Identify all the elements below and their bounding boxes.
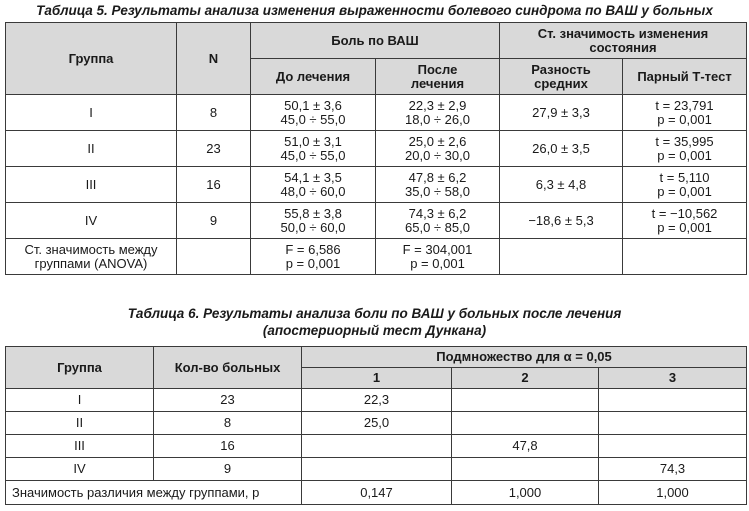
header-group: Группа [6,347,154,389]
cell-before [251,95,376,131]
header-subset-1: 1 [302,368,452,389]
cell-group: IV [6,203,177,239]
header-group: Группа [6,23,177,95]
cell-before-mean: 51,0 ± 3,1 [284,133,342,149]
cell-group: II [6,131,177,167]
anova-label [6,239,177,275]
table-row [6,167,747,203]
anova-label-line1: Ст. значимость между [24,241,158,257]
table5 [5,22,747,275]
cell-n: 16 [177,167,251,203]
cell-before-mean: 54,1 ± 3,5 [284,169,342,185]
cell-group: IV [6,458,154,481]
table-row [6,95,747,131]
cell-group: I [6,95,177,131]
cell-diff: −18,6 ± 5,3 [500,203,623,239]
table6 [5,346,747,505]
header-subset-3: 3 [599,368,747,389]
cell-subset-1: 25,0 [302,412,452,435]
table-row [6,203,747,239]
cell-before-range: 50,0 ÷ 60,0 [280,219,346,235]
cell-before-range: 45,0 ÷ 55,0 [280,111,346,127]
cell-n: 23 [177,131,251,167]
cell-p-value: p = 0,001 [657,147,712,163]
header-diff [500,59,623,95]
header-after [376,59,500,95]
header-significance-line1: Ст. значимость изменения [537,25,709,41]
cell-subset-3 [599,412,747,435]
cell-before-mean: 55,8 ± 3,8 [284,205,342,221]
cell-t-value: t = 35,995 [655,133,714,149]
anova-before-p: p = 0,001 [285,255,341,271]
cell-subset-1 [302,435,452,458]
anova-diff-empty [500,239,623,275]
anova-row [6,239,747,275]
significance-subset-3: 1,000 [599,481,747,505]
cell-group: III [6,435,154,458]
cell-after [376,203,500,239]
cell-before-range: 45,0 ÷ 55,0 [280,147,346,163]
cell-before [251,167,376,203]
cell-after-mean: 47,8 ± 6,2 [408,169,467,185]
header-significance-line2: состояния [589,39,657,55]
table6-caption-line2: (апостериорный тест Дункана) [262,323,487,338]
table5-caption: Таблица 5. Результаты анализа изменения выраженности болевого синдрома по ВАШ у больных [36,3,713,18]
cell-subset-1 [302,458,452,481]
cell-p-value: p = 0,001 [657,219,712,235]
table-row [6,131,747,167]
cell-diff: 27,9 ± 3,3 [500,95,623,131]
header-after-line2: лечения [410,75,465,91]
cell-t-value: t = −10,562 [651,205,718,221]
cell-after-range: 35,0 ÷ 58,0 [405,183,470,199]
anova-ttest-empty [623,239,747,275]
header-n: N [177,23,251,95]
cell-n: 8 [177,95,251,131]
header-significance [500,23,747,59]
cell-before [251,203,376,239]
header-after-line1: После [417,61,458,77]
cell-group: III [6,167,177,203]
cell-subset-2 [452,458,599,481]
cell-count: 23 [154,389,302,412]
table6-caption-line1: Таблица 6. Результаты анализа боли по ВАШ у больных после лечения [127,306,622,321]
cell-after-mean: 74,3 ± 6,2 [408,205,467,221]
cell-ttest [623,131,747,167]
cell-subset-2 [452,389,599,412]
cell-after-mean: 25,0 ± 2,6 [408,133,467,149]
cell-after-mean: 22,3 ± 2,9 [408,97,467,113]
cell-subset-1: 22,3 [302,389,452,412]
table-row [6,389,747,412]
cell-ttest [623,95,747,131]
cell-after-range: 18,0 ÷ 26,0 [405,111,470,127]
anova-after [376,239,500,275]
header-count: Кол-во больных [154,347,302,389]
cell-after-range: 20,0 ÷ 30,0 [405,147,470,163]
table6-caption [0,305,749,339]
anova-before [251,239,376,275]
cell-after [376,167,500,203]
cell-diff: 6,3 ± 4,8 [500,167,623,203]
cell-t-value: t = 23,791 [655,97,714,113]
cell-p-value: p = 0,001 [657,111,712,127]
anova-n-empty [177,239,251,275]
cell-diff: 26,0 ± 3,5 [500,131,623,167]
cell-subset-3 [599,435,747,458]
cell-p-value: p = 0,001 [657,183,712,199]
cell-ttest [623,167,747,203]
significance-row [6,481,747,505]
cell-after [376,131,500,167]
significance-subset-1: 0,147 [302,481,452,505]
cell-before-range: 48,0 ÷ 60,0 [280,183,346,199]
header-before: До лечения [251,59,376,95]
anova-label-line2: группами (ANOVA) [34,255,148,271]
cell-before-mean: 50,1 ± 3,6 [284,97,342,113]
header-diff-line2: средних [534,75,588,91]
cell-count: 8 [154,412,302,435]
cell-count: 9 [154,458,302,481]
header-ttest: Парный Т-тест [623,59,747,95]
cell-subset-2: 47,8 [452,435,599,458]
cell-group: I [6,389,154,412]
cell-t-value: t = 5,110 [659,169,710,185]
table-row [6,435,747,458]
table-row [6,458,747,481]
significance-label: Значимость различия между группами, p [6,481,302,505]
header-diff-line1: Разность [531,61,591,77]
cell-count: 16 [154,435,302,458]
cell-before [251,131,376,167]
cell-subset-3 [599,389,747,412]
header-subset: Подмножество для α = 0,05 [302,347,747,368]
header-subset-2: 2 [452,368,599,389]
table-row [6,412,747,435]
cell-n: 9 [177,203,251,239]
cell-group: II [6,412,154,435]
cell-after [376,95,500,131]
anova-after-f: F = 304,001 [402,241,473,257]
cell-ttest [623,203,747,239]
cell-after-range: 65,0 ÷ 85,0 [405,219,470,235]
anova-before-f: F = 6,586 [285,241,341,257]
anova-after-p: p = 0,001 [410,255,465,271]
header-pain: Боль по ВАШ [251,23,500,59]
cell-subset-2 [452,412,599,435]
significance-subset-2: 1,000 [452,481,599,505]
cell-subset-3: 74,3 [599,458,747,481]
